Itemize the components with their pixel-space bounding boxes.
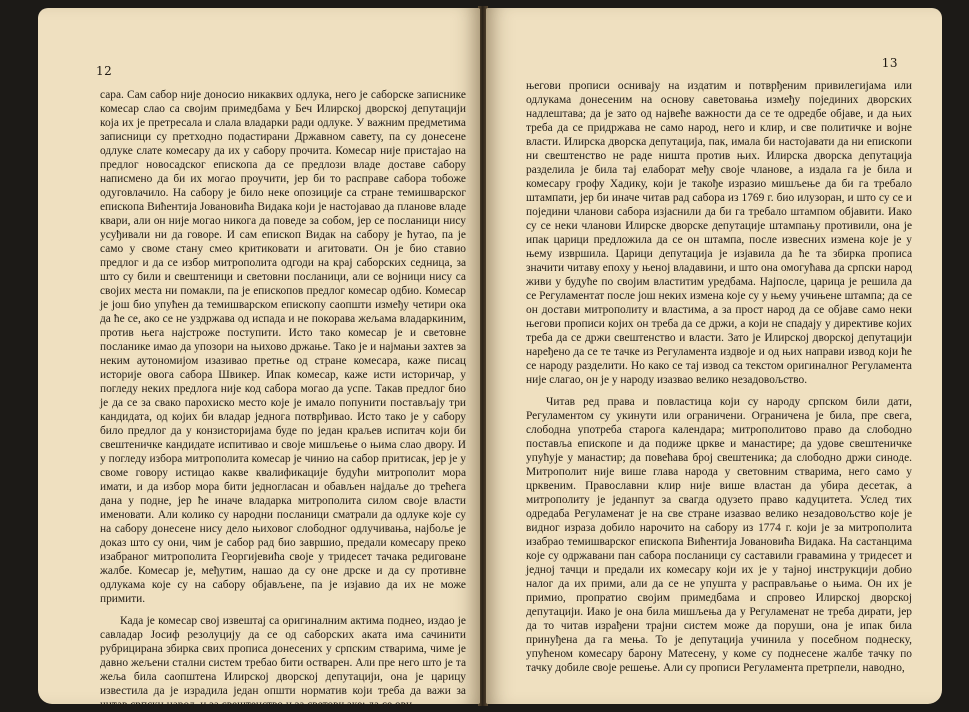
paragraph: сара. Сам сабор није доносио никаквих одлука, него је саборске записнике комесар слао са својим примедбама у Беч Илирској дворској депутацији која их је претресала и слала владарки ради одлуке. У важним предметима записници су претходно подастирани Државном савету, па су донесене одлуке слате комесару да их у сабору прочита. Комесар није пристајао на предлог новосадског епископа да се предлози владе доставе сабору написмено да би их могао проучити, јер би то расправе сабора тобоже одуговлачило. На сабору је било неке опозиције са стране темишварског епископа Вићентија Јовановића Видака који је настојавао да планове владе квари, али он није могао никога да поведе за собом, јер се посланици нису усуђивали ни да говоре. И сам епископ Видак на сабору је ћутао, па је само у своме стану смео критиковати и агитовати. Он је био ставио предлог и да се избор митрополита одгоди на крај саборских седница, за што су били и свештеници и световни посланици, али се војници нису са својих места ни помакли, па је епископов предлог комесар одбио. Комесар је још био упућен да темишварском епископу саопшти између четири ока да ће се, ако се не уздржава од испада и не покорава жељама владаркиним, против њега најстроже поступити. Исто тако комесар је и световне посланике имао да упозори на њихово држање. Тако је и најмањи захтев за неким аутономијом изазивао претње од стране комесара, каже писац историје овога сабора Швикер. Ипак комесар, каже исти историчар, у погледу неких предлога није код сабора могао да успе. Такав предлог био је да се за свако парохиско место које је имало попунити постављају три кандидата, од којих би владар једнога потврђивао. Исто тако је у сабору било предлог да у конзисторијама буде по један краљев испитач који би свештеничке кандидате испитивао и своје мишљење о њима слао двору. И у погледу избора митрополита комесар је чинио на сабор притисак, јер је у своме говору истицао какве квалификације будући митрополит мора имати, и да избор мора бити једногласан и обављен најдаље до трећега дана у подне, јер ће иначе владарка митрополита силом своје власти именовати. Али колико су народни посланици сматрали да одлуке које су на сабору донесене нису дело њиховог слободног одлучивања, најбоље је доказ што су они, чим је сабор рад био завршио, предали комесару преко изабраног митрополита Георгијевића своје у тридесет тачака редиговане жалбе. Комесар је, међутим, нашао да су оне дрске и да су противне одлукама које су на сабору објављене, па је изјавио да их не може примити. [100, 89, 466, 605]
paragraph: његови прописи оснивају на издатим и потврђеним привилегијама или одлукама донесеним на основу саветовања између појединих дворских надлештава; да је зато од највеће важности да се те одредбе објаве, и да њих треба да се придржава не само народ, него и клир, и све политичке и војне власти. Илирска дворска депутација, пак, имала би настојавати да ни епископи ни свештенство не раде ништа против њих. Илирска дворска депутација разделила је била тај елаборат међу своје чланове, а издала га је била и комесару грофу Хадику, који је такође изразио мишљење да би га требало штампати, јер би иначе читав рад сабора из 1769 г. био илузоран, и што су се и поједини чланови сабора изјаснили да би га требало штампом објавити. Иако су се неки чланови Илирске дворске депутације штампању противили, она је ипак царици предложила да се он штампа, после извесних измена које је у њему извршила. Царици депутација је изјавила да ће та збирка прописа значити читаву епоху у њеној владавини, и што она омогућава да српски народ живи у будуће по својим властитим уредбама. Најпосле, царица је решила да се Регуламентат после још неких измена које су у њему учињене штампа; да се он достави митрополиту и властима, а за прост народ да се објаве само неки његови прописи којих он треба да се држи, а који не спадају у директиве којих треба да се држи свештенство и власти. Зато је Илирској дворској депутацији наређено да се те тачке из Регуламента издвоје и од њих направи извод који ће се народу разделити. Но како се тај извод са текстом оригиналног Регуламента није слагао, он је у народу изазвао велико незадовољство. [526, 80, 912, 386]
page-number-left: 12 [96, 64, 113, 78]
paragraph: Читав ред права и повластица који су народу српском били дати, Регуламентом су укинути или ограничени. Ограничена је била, пре свега, слободна употреба старога календара; митрополитово право да слободно поставља епископе и да подиже цркве и манастире; да удове свештеничке упућује у манастир; да повећава број свештеника; да слободно држи синоде. Митрополит није више глава народа у световним стварима, него само у црквеним. Православни клир није више властан да убира десетак, а митрополиту је једанпут за свагда одузето право кадуцитета. Услед тих одредаба Регуламенат је на све стране изазвао велико незадовољство које је видног израза добило нарочито на сабору из 1774 г. који је за митрополита изабрао темишварског епископа Вићентија Јовановића Видака. На састанцима које су одржавани пан сабора посланици су саставили гравамина у тридесет и једној тачци и предали их комесару који их је у тајној инструкцији добио налог да их прими, али да се не упушта у расправљање о њима. Он их је примио, пропратио својим примедбама и спровео Илирској дворској депутацији. Иако је она била мишљења да у Регуламенат не треба дирати, јер да то читав израђени трајни систем може да поруши, она је ипак била принуђена да га мења. То је депутација учинила у посебном поднеску, упућеном комесару барону Матесену, у коме су поднесене жалбе тачку по тачку добиле своје решење. Али су прописи Регуламента претрпели, наводно, [526, 396, 912, 674]
left-page-text [100, 88, 466, 712]
page-number-right: 13 [881, 56, 898, 70]
right-page-text [526, 79, 912, 675]
paragraph: Када је комесар свој извештај са оригиналним актима поднео, издао је савладар Јосиф резолуцију да се од саборских аката има сачинити рубрицирана збирка свих прописа донесених у српским стварима, чиме је давно жељени стални систем требао бити остварен. Али пре него што је та жеља била саопштена Илирској дворској депутацији, она је царицу известила да је израдила један општи норматив који треба да важи за читав српски народ, и за свештенство и за световњаке; да се ови [100, 615, 466, 711]
right-page [486, 8, 942, 704]
left-page [38, 8, 480, 711]
